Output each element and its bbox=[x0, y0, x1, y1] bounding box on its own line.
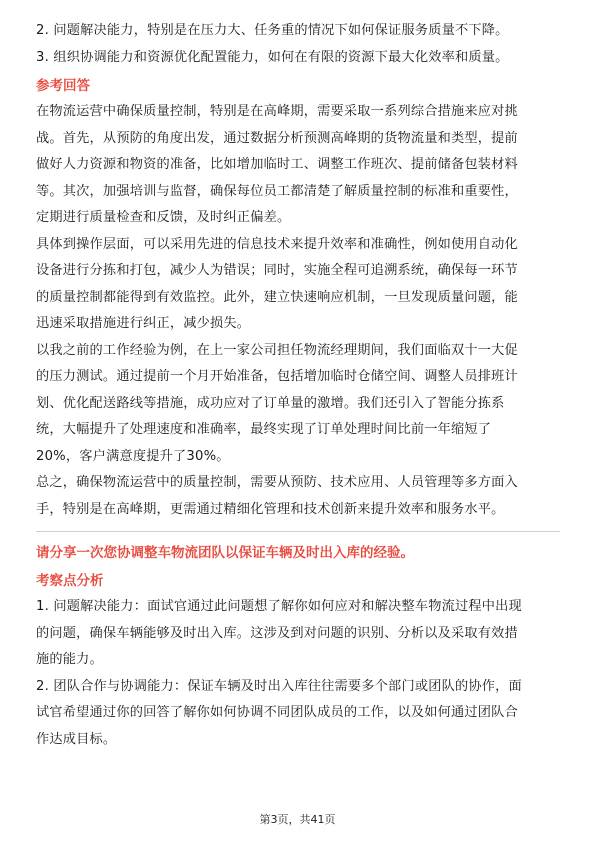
analysis-paragraph bbox=[36, 674, 560, 754]
text-line: 1. 问题解决能力：面试官通过此问题想了解你如何应对和解决整车物流过程中出现 bbox=[36, 599, 522, 614]
section-divider bbox=[36, 531, 560, 532]
text-line: 的压力测试。通过提前一个月开始准备，包括增加临时仓储空间、调整人员排班计 bbox=[36, 369, 518, 384]
text-line: 战。首先，从预防的角度出发，通过数据分析预测高峰期的货物流量和类型，提前 bbox=[36, 130, 518, 146]
text-line: 设备进行分拣和打包，减少人为错误；同时，实施全程可追溯系统，确保每一环节 bbox=[36, 263, 518, 278]
text-line: 具体到操作层面，可以采用先进的信息技术来提升效率和准确性，例如使用自动化 bbox=[36, 236, 518, 252]
text-line: 总之，确保物流运营中的质量控制，需要从预防、技术应用、人员管理等多方面入 bbox=[36, 475, 518, 490]
answer-paragraph bbox=[36, 232, 560, 338]
text-line: 的质量控制都能得到有效监控。此外，建立快速响应机制，一旦发现质量问题，能 bbox=[36, 289, 518, 305]
text-line: 手，特别是在高峰期，更需通过精细化管理和技术创新来提升效率和服务水平。 bbox=[36, 501, 505, 517]
answer-section-title: 参考回答 bbox=[36, 78, 90, 94]
answer-paragraph bbox=[36, 99, 560, 232]
text-line: 迅速采取措施进行纠正，减少损失。 bbox=[36, 316, 251, 331]
text-line: 试官希望通过你的回答了解你如何协调不同团队成员的工作，以及如何通过团队合 bbox=[36, 705, 518, 720]
text-line: 的问题，确保车辆能够及时出入库。这涉及到对问题的识别、分析以及采取有效措 bbox=[36, 625, 518, 641]
text-line: 划、优化配送路线等措施，成功应对了订单量的激增。我们还引入了智能分拣系 bbox=[36, 395, 505, 411]
top-item bbox=[36, 45, 560, 72]
text-line: 2. 问题解决能力，特别是在压力大、任务重的情况下如何保证服务质量不下降。 bbox=[36, 23, 509, 38]
text-line: 施的能力。 bbox=[36, 652, 103, 667]
interview-question: 请分享一次您协调整车物流团队以保证车辆及时出入库的经验。 bbox=[36, 545, 414, 561]
text-line: 做好人力资源和物资的准备，比如增加临时工、调整工作班次、提前储备包装材料 bbox=[36, 157, 518, 172]
text-line: 定期进行质量检查和反馈，及时纠正偏差。 bbox=[36, 210, 291, 225]
text-line: 以我之前的工作经验为例，在上一家公司担任物流经理期间，我们面临双十一大促 bbox=[36, 342, 518, 358]
text-line: 统，大幅提升了处理速度和准确率，最终实现了订单处理时间比前一年缩短了 bbox=[36, 422, 492, 437]
page-footer: 第3页，共41页 bbox=[259, 813, 336, 826]
answer-paragraph bbox=[36, 470, 560, 523]
text-line: 20%，客户满意度提升了30%。 bbox=[36, 448, 230, 464]
document-page bbox=[36, 18, 560, 753]
analysis-paragraph bbox=[36, 594, 560, 674]
top-item bbox=[36, 18, 560, 45]
text-line: 2. 团队合作与协调能力：保证车辆及时出入库往往需要多个部门或团队的协作，面 bbox=[36, 678, 522, 694]
text-line: 作达成目标。 bbox=[36, 731, 117, 747]
analysis-section-title: 考察点分析 bbox=[36, 573, 104, 589]
text-line: 在物流运营中确保质量控制，特别是在高峰期，需要采取一系列综合措施来应对挑 bbox=[36, 104, 518, 119]
text-line: 3. 组织协调能力和资源优化配置能力，如何在有限的资源下最大化效率和质量。 bbox=[36, 49, 509, 65]
text-line: 等。其次，加强培训与监督，确保每位员工都清楚了解质量控制的标准和重要性， bbox=[36, 183, 518, 199]
answer-paragraph bbox=[36, 338, 560, 471]
